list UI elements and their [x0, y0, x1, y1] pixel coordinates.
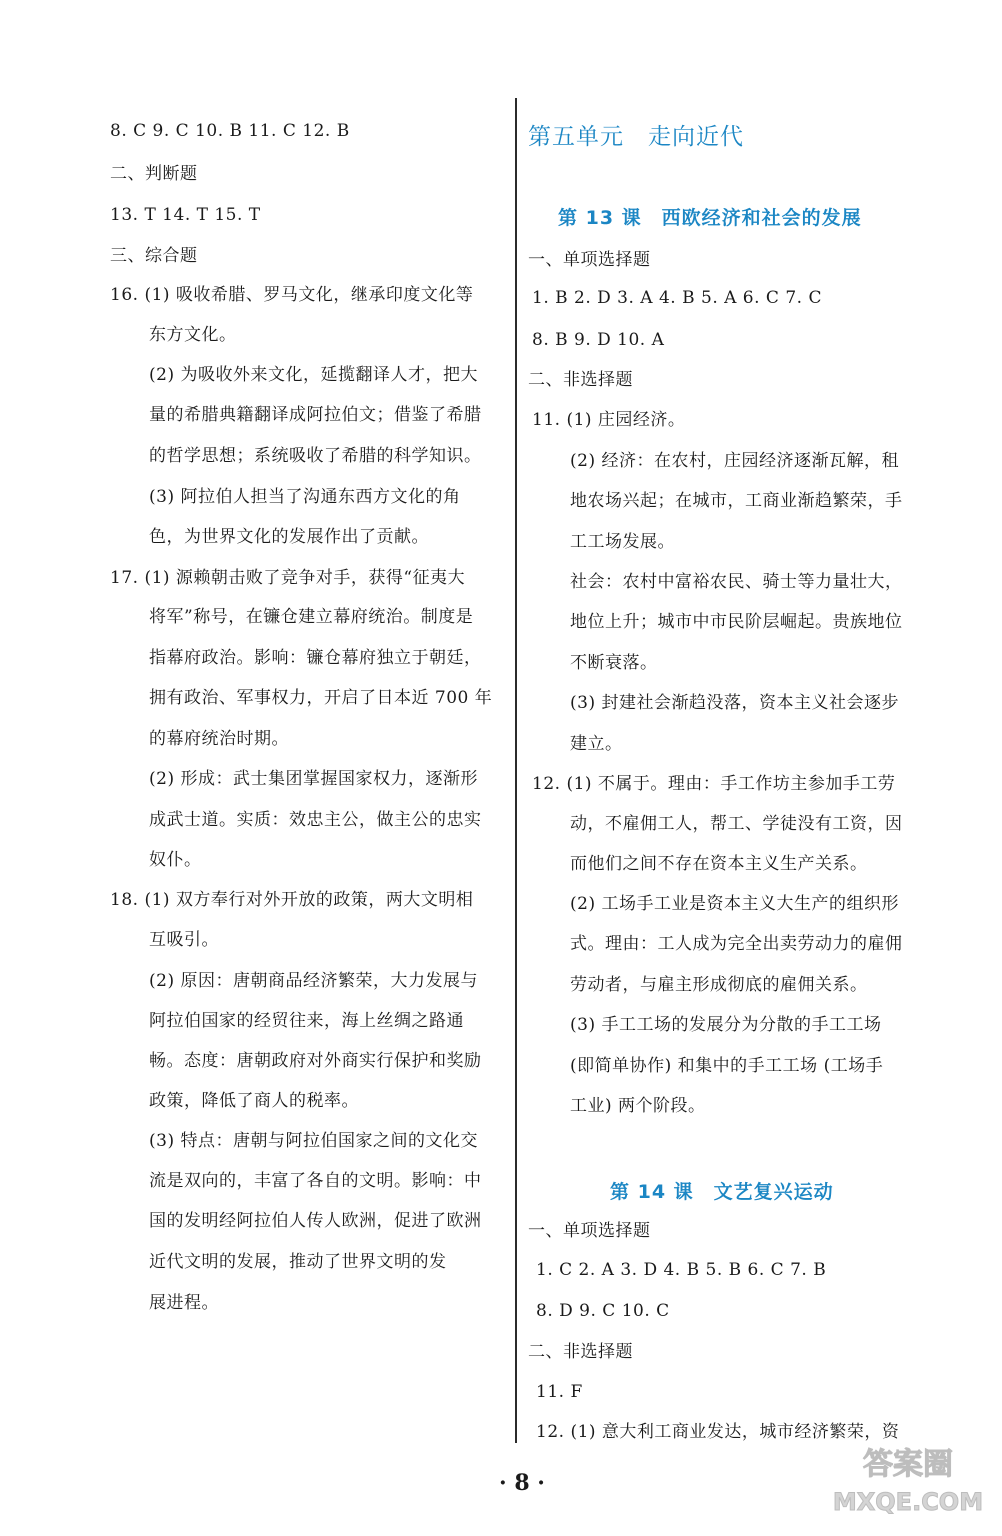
answer-line: (2) 为吸收外来文化，延揽翻译人才，把大: [149, 365, 478, 385]
answer-line: 互吸引。: [149, 930, 219, 950]
watermark-domain: MXQE.COM: [832, 1488, 984, 1516]
answer-line: (即简单协作) 和集中的手工工场 (工场手: [570, 1056, 884, 1076]
answer-line: 劳动者，与雇主形成彻底的雇佣关系。: [570, 975, 868, 995]
answer-line: 地农场兴起；在城市，工商业渐趋繁荣，手: [570, 491, 903, 511]
answer-line: 指幕府政治。影响：镰仓幕府独立于朝廷，: [149, 648, 482, 668]
answer-line: 不断衰落。: [570, 653, 658, 673]
answer-line: 展进程。: [149, 1293, 219, 1313]
answer-line: 1. C 2. A 3. D 4. B 5. B 6. C 7. B: [536, 1260, 827, 1280]
answer-line: 工工场发展。: [570, 532, 675, 552]
watermark-text: 答案圈: [863, 1447, 953, 1482]
answer-line: 11. (1) 庄园经济。: [532, 410, 686, 430]
answer-line: 16. (1) 吸收希腊、罗马文化，继承印度文化等: [110, 285, 474, 305]
answer-line: 的幕府统治时期。: [149, 729, 289, 749]
answer-line: 12. (1) 不属于。理由：手工作坊主参加手工劳: [532, 774, 896, 794]
answer-line: 将军”称号，在镰仓建立幕府统治。制度是: [149, 607, 474, 627]
answer-line: 17. (1) 源赖朝击败了竞争对手，获得“征夷大: [110, 568, 466, 588]
lesson-14-title: 第 14 课 文艺复兴运动: [610, 1181, 834, 1203]
answer-line: 12. (1) 意大利工商业发达，城市经济繁荣，资: [536, 1422, 900, 1442]
section-heading: 二、判断题: [110, 164, 198, 184]
answer-line: 国的发明经阿拉伯人传人欧洲，促进了欧洲: [149, 1211, 482, 1231]
answer-line: 色，为世界文化的发展作出了贡献。: [149, 527, 429, 547]
section-heading: 二、非选择题: [528, 370, 633, 390]
answer-line: 18. (1) 双方奉行对外开放的政策，两大文明相: [110, 890, 474, 910]
answer-line: (3) 手工工场的发展分为分散的手工工场: [570, 1015, 882, 1035]
answer-line: 流是双向的，丰富了各自的文明。影响：中: [149, 1171, 482, 1191]
answer-line: (2) 经济：在农村，庄园经济逐渐瓦解，租: [570, 451, 899, 471]
answer-line: 拥有政治、军事权力，开启了日本近 700 年: [149, 688, 493, 708]
answer-line: 8. C 9. C 10. B 11. C 12. B: [110, 121, 350, 141]
unit-title: 第五单元 走向近代: [528, 124, 744, 150]
answer-line: 1. B 2. D 3. A 4. B 5. A 6. C 7. C: [532, 288, 822, 308]
answer-line: 8. D 9. C 10. C: [536, 1301, 670, 1321]
answer-line: 近代文明的发展，推动了世界文明的发: [149, 1252, 447, 1272]
watermark-logo: [828, 1440, 988, 1520]
answer-line: (2) 形成：武士集团掌握国家权力，逐渐形: [149, 769, 478, 789]
answer-line: 量的希腊典籍翻译成阿拉伯文；借鉴了希腊: [149, 405, 482, 425]
answer-line: (2) 工场手工业是资本主义大生产的组织形: [570, 894, 899, 914]
section-heading: 一、单项选择题: [528, 1221, 651, 1241]
answer-line: 8. B 9. D 10. A: [532, 330, 665, 350]
answer-line: 式。理由：工人成为完全出卖劳动力的雇佣: [570, 934, 903, 954]
page-number: · 8 ·: [499, 1470, 545, 1496]
answer-line: (2) 原因：唐朝商品经济繁荣，大力发展与: [149, 971, 478, 991]
answer-line: 工业) 两个阶段。: [570, 1096, 706, 1116]
answer-line: 11. F: [536, 1382, 583, 1402]
answer-line: (3) 阿拉伯人担当了沟通东西方文化的角: [149, 487, 461, 507]
answer-line: (3) 特点：唐朝与阿拉伯国家之间的文化交: [149, 1131, 478, 1151]
answer-line: 而他们之间不存在资本主义生产关系。: [570, 854, 868, 874]
section-heading: 一、单项选择题: [528, 250, 651, 270]
answer-line: 畅。态度：唐朝政府对外商实行保护和奖励: [149, 1051, 482, 1071]
answer-line: 动，不雇佣工人，帮工、学徒没有工资，因: [570, 814, 903, 834]
answer-line: 东方文化。: [149, 325, 237, 345]
answer-line: 奴仆。: [149, 850, 202, 870]
answer-line: 阿拉伯国家的经贸往来，海上丝绸之路通: [149, 1011, 464, 1031]
answer-line: 地位上升；城市中市民阶层崛起。贵族地位: [570, 612, 903, 632]
answer-line: 的哲学思想；系统吸收了希腊的科学知识。: [149, 446, 482, 466]
section-heading: 三、综合题: [110, 246, 198, 266]
answer-line: 建立。: [570, 734, 623, 754]
column-divider: [515, 98, 517, 1443]
answer-line: 13. T 14. T 15. T: [110, 205, 261, 225]
answer-line: 成武士道。实质：效忠主公，做主公的忠实: [149, 810, 482, 830]
answer-line: 政策，降低了商人的税率。: [149, 1091, 359, 1111]
answer-line: (3) 封建社会渐趋没落，资本主义社会逐步: [570, 693, 899, 713]
answer-line: 社会：农村中富裕农民、骑士等力量壮大，: [570, 572, 903, 592]
section-heading: 二、非选择题: [528, 1342, 633, 1362]
lesson-13-title: 第 13 课 西欧经济和社会的发展: [558, 207, 862, 229]
